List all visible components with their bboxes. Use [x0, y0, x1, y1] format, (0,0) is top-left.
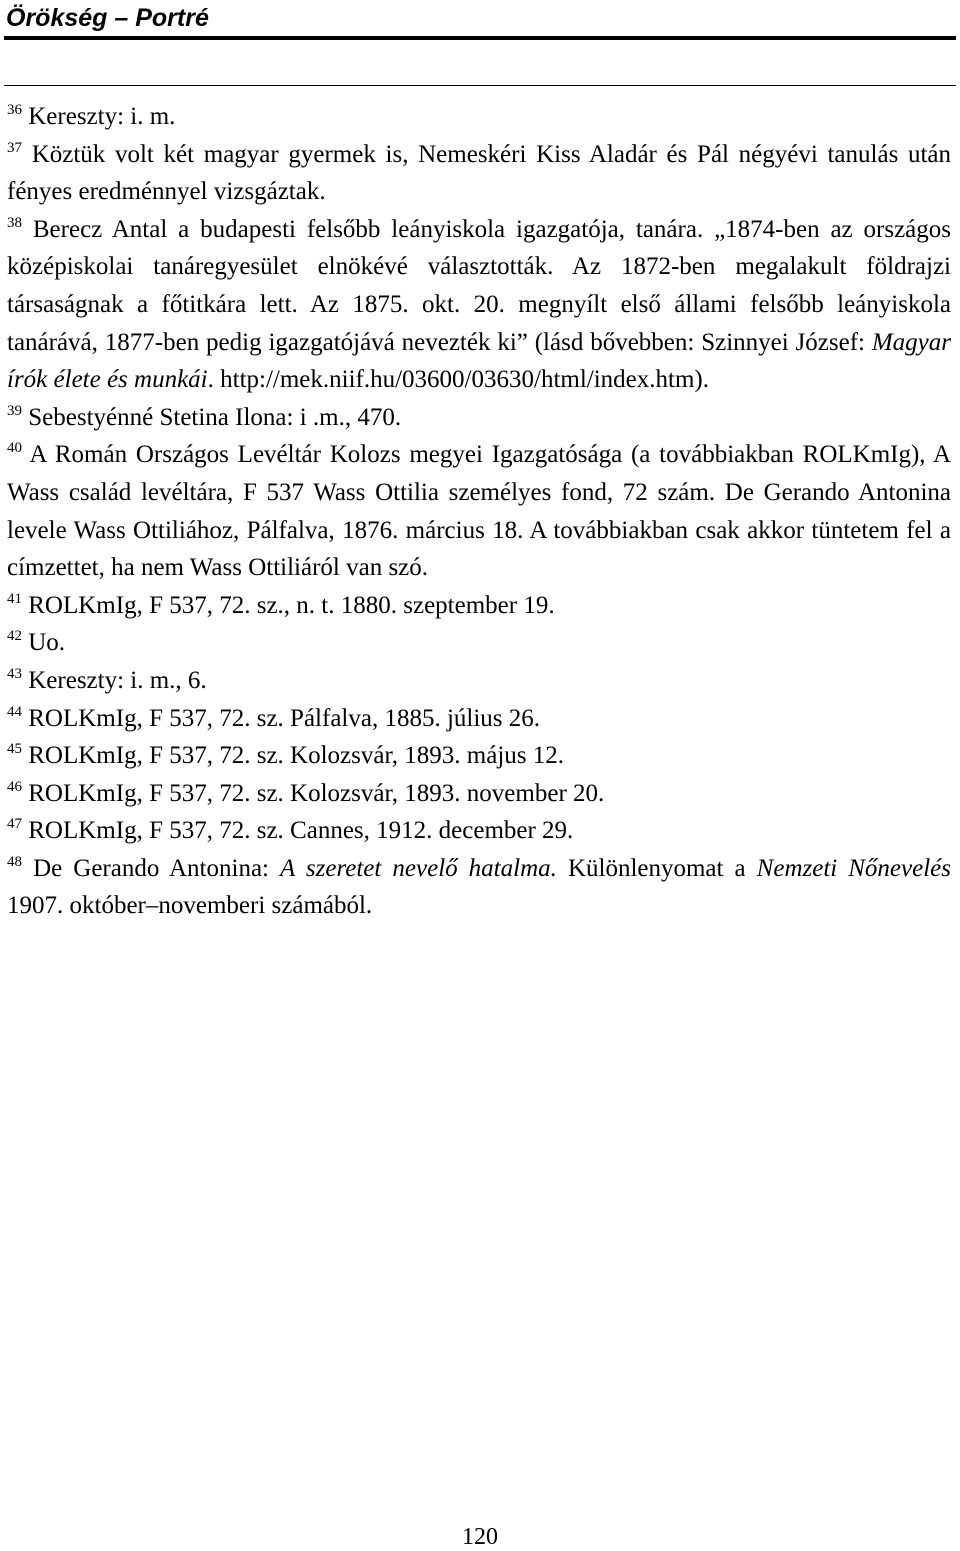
header-rule [4, 36, 956, 40]
footnote-number: 48 [7, 853, 22, 870]
footnote-text: ). [694, 366, 709, 394]
footnote-number: 45 [7, 741, 22, 758]
footnote-41 [7, 587, 951, 625]
footnote-text: ROLKmIg, F 537, 72. sz. Pálfalva, 1885. július 26. [28, 704, 541, 732]
footnote-text: Uo. [28, 629, 66, 657]
footnote-text: Köztük volt két magyar gyermek is, Nemeskéri Kiss Aladár és Pál négyévi tanulás után fényes eredménnyel vizsgáztak. [7, 140, 952, 206]
footnote-text: ROLKmIg, F 537, 72. sz. Cannes, 1912. december 29. [28, 817, 574, 845]
footnote-number: 41 [7, 590, 22, 607]
footnote-39 [7, 399, 951, 437]
footnote-number: 42 [7, 628, 22, 645]
source-link[interactable]: http://mek.niif.hu/03600/03630/html/index.htm [220, 366, 695, 394]
footnote-40 [7, 436, 951, 586]
footnote-number: 47 [7, 816, 22, 833]
book-title: Magyar írók élete és munkái [7, 328, 951, 394]
footnote-text: Berecz Antal a budapesti felsőbb leányiskola igazgatója, tanára. „1874-ben az országos középiskolai tanáregyesület elnökévé választották. Az 1872-ben megalakult földrajzi társaságnak a főtitkára lett. Az 1875. okt. 20. megnyílt első állami felsőbb leányiskola tanárává, 1877-ben pedig igazgatójává nevezték ki” (lásd bővebben: Szinnyei József: [7, 215, 951, 356]
footnote-text: Kereszty: i. m., 6. [28, 666, 207, 694]
footnote-42 [7, 624, 951, 662]
footnote-43 [7, 662, 951, 700]
footnote-text: Különlenyomat a [556, 854, 757, 882]
footnote-number: 44 [7, 703, 22, 720]
footnote-number: 39 [7, 402, 22, 419]
footnote-37 [7, 136, 951, 211]
footnotes [7, 98, 951, 925]
footnote-number: 36 [7, 102, 22, 118]
footnote-number: 38 [7, 214, 22, 231]
footnote-text: A Román Országos Levéltár Kolozs megyei Igazgatósága (a továbbiakban ROLKmIg), A Wass család levéltára, F 537 Wass Ottilia személyes fond, 72 szám. De Gerando Antonina levele Wass Ottiliához, Pálfalva, 1876. március 18. A továbbiakban csak akkor tüntetem fel a címzettet, ha nem Wass Ottiliáról van szó. [7, 441, 951, 582]
footnote-number: 40 [7, 440, 22, 457]
footnote-text: Sebestyénné Stetina Ilona: i .m., 470. [28, 403, 402, 431]
footnote-text: Kereszty: i. m. [28, 103, 176, 130]
footnote-text: . [207, 366, 214, 394]
footnote-number: 46 [7, 778, 22, 795]
footnote-46 [7, 775, 951, 813]
footnote-text: 1907. október–novemberi számából. [7, 892, 373, 920]
footnote-text: De Gerando Antonina: [33, 854, 281, 882]
footnote-separator [4, 85, 956, 86]
footnote-text: ROLKmIg, F 537, 72. sz. Kolozsvár, 1893. november 20. [28, 779, 605, 807]
footnote-36 [7, 98, 951, 136]
page-number: 120 [462, 1524, 498, 1550]
footnote-text: ROLKmIg, F 537, 72. sz. Kolozsvár, 1893. május 12. [28, 742, 565, 770]
footnote-38 [7, 211, 951, 399]
footnote-47 [7, 812, 951, 850]
footnote-number: 37 [7, 139, 22, 156]
running-head: Örökség – Portré [6, 4, 209, 32]
footnote-44 [7, 700, 951, 738]
footnote-48 [7, 850, 951, 925]
footnote-number: 43 [7, 665, 22, 682]
footnote-45 [7, 737, 951, 775]
journal-title: Nemzeti Nőnevelés [756, 854, 951, 882]
book-title: A szeretet nevelő hatalma. [280, 854, 557, 882]
footnote-text: ROLKmIg, F 537, 72. sz., n. t. 1880. szeptember 19. [28, 591, 555, 619]
